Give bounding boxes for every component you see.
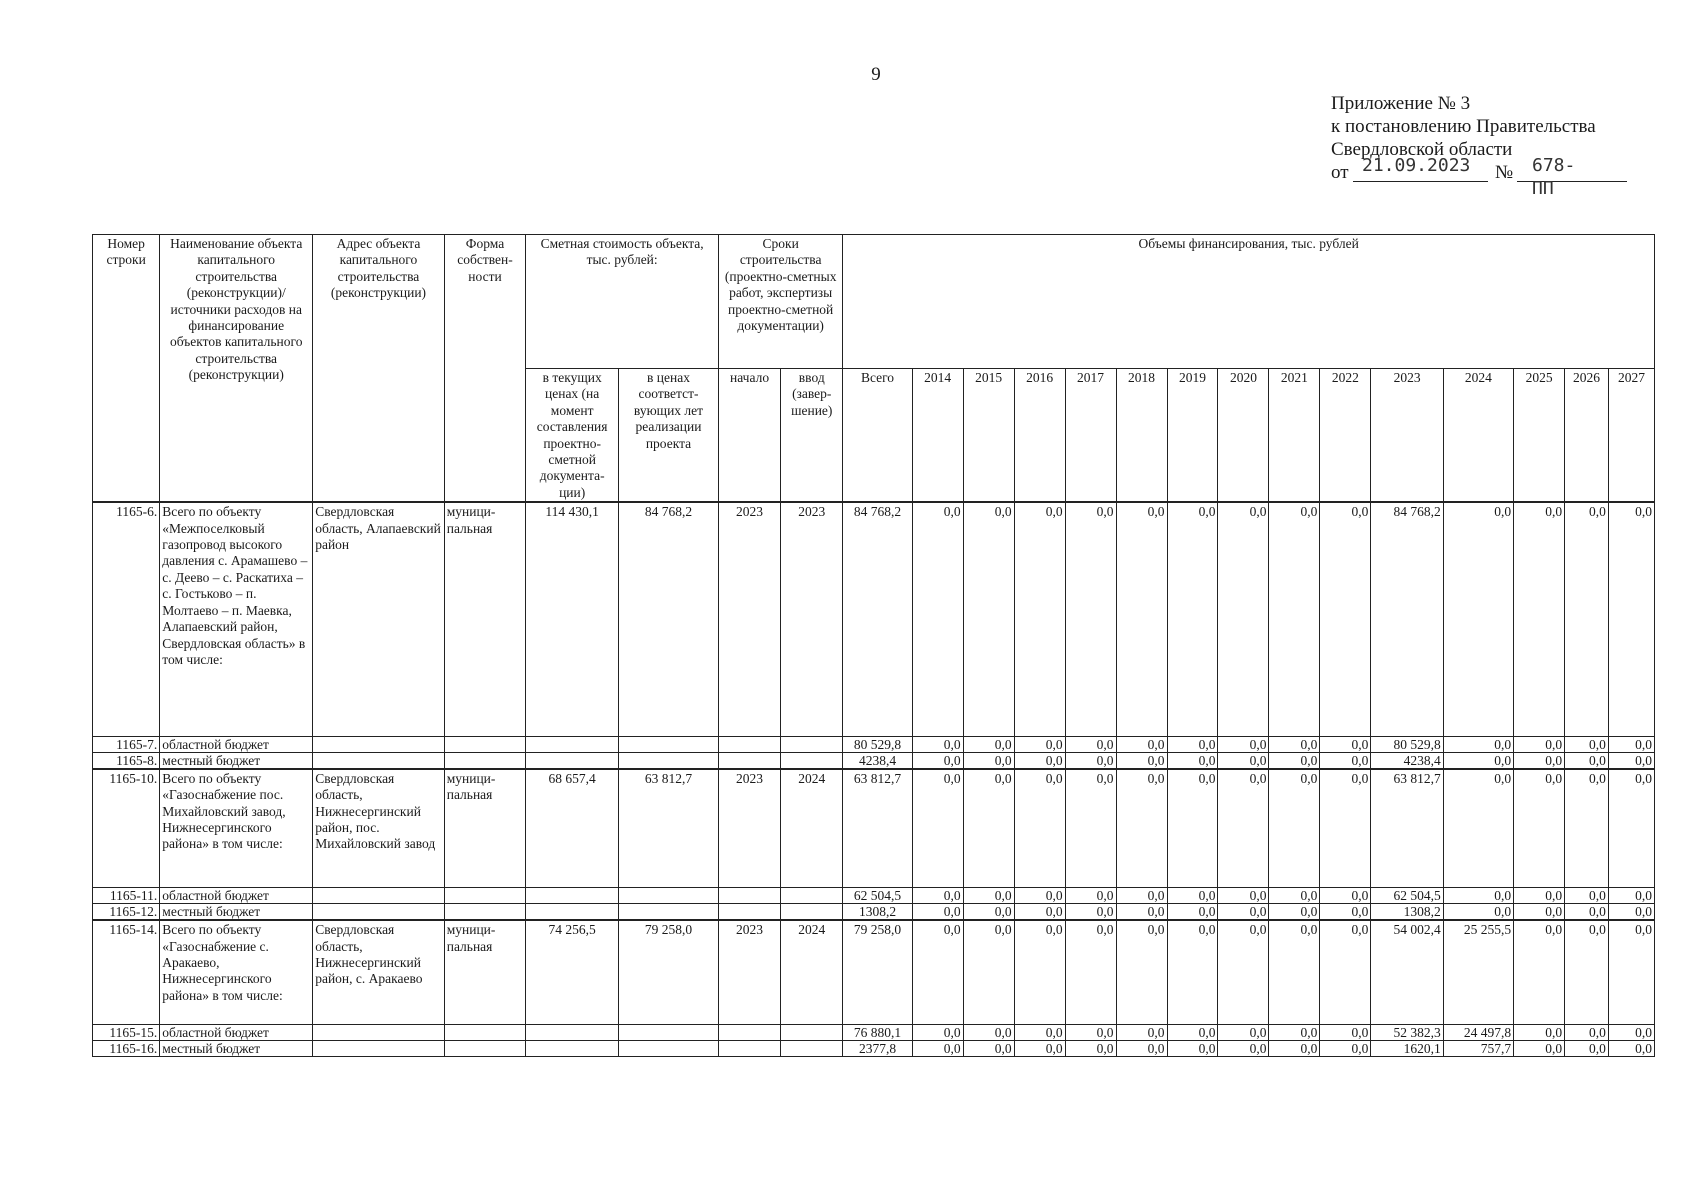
funding-year-2018: 0,0 (1116, 502, 1167, 736)
funding-total: 76 880,1 (843, 1024, 912, 1040)
funding-year-2014: 0,0 (912, 904, 963, 921)
budget-source-name: областной бюджет (160, 888, 313, 904)
funding-year-2025: 0,0 (1514, 920, 1565, 1024)
budget-source-row (93, 1024, 1655, 1040)
funding-year-2020: 0,0 (1218, 752, 1269, 769)
funding-year-2017: 0,0 (1065, 888, 1116, 904)
funding-year-2014: 0,0 (912, 502, 963, 736)
empty-cost-years (619, 1024, 719, 1040)
funding-year-2026: 0,0 (1565, 769, 1609, 888)
funding-year-2022: 0,0 (1320, 904, 1371, 921)
funding-year-2021: 0,0 (1269, 769, 1320, 888)
appendix-signature-line (1331, 155, 1596, 199)
budget-source-row (93, 736, 1655, 752)
funding-year-2019: 0,0 (1167, 752, 1218, 769)
funding-year-2023: 62 504,5 (1371, 888, 1443, 904)
object-row (93, 502, 1655, 736)
funding-year-2018: 0,0 (1116, 769, 1167, 888)
funding-year-2027: 0,0 (1608, 904, 1654, 921)
funding-year-2022: 0,0 (1320, 1024, 1371, 1040)
from-label: от (1331, 162, 1349, 183)
funding-year-2023: 1620,1 (1371, 1040, 1443, 1056)
empty-address (313, 736, 445, 752)
funding-year-2016: 0,0 (1014, 736, 1065, 752)
funding-year-2016: 0,0 (1014, 1040, 1065, 1056)
table-header (93, 235, 1655, 503)
empty-end (781, 888, 843, 904)
funding-total: 84 768,2 (843, 502, 912, 736)
funding-year-2026: 0,0 (1565, 752, 1609, 769)
header-terms: Сроки строительства (проектно-сметных работ, экспертизы проектно-сметной документации) (718, 235, 842, 369)
page-number: 9 (871, 64, 881, 85)
funding-year-2016: 0,0 (1014, 752, 1065, 769)
date-underline (1353, 181, 1488, 182)
empty-end (781, 1024, 843, 1040)
appendix-title: Приложение № 3 (1331, 93, 1471, 114)
empty-end (781, 752, 843, 769)
header-object-name: Наименование объекта капитального строительства (реконструкции)/ источники расходов на финансирование объектов капитального строительства (реконструкции) (160, 235, 313, 503)
header-estimated-cost: Сметная стоимость объекта, тыс. рублей: (526, 235, 719, 369)
funding-year-2017: 0,0 (1065, 769, 1116, 888)
funding-year-2020: 0,0 (1218, 920, 1269, 1024)
funding-year-2018: 0,0 (1116, 904, 1167, 921)
header-year-2019: 2019 (1167, 369, 1218, 503)
empty-ownership (444, 1024, 526, 1040)
funding-year-2025: 0,0 (1514, 502, 1565, 736)
ownership-form: муници-пальная (444, 502, 526, 736)
funding-year-2019: 0,0 (1167, 769, 1218, 888)
start-year: 2023 (718, 920, 780, 1024)
header-year-2025: 2025 (1514, 369, 1565, 503)
header-cost-years: в ценах соответст-вующих лет реализации проекта (619, 369, 719, 503)
funding-year-2021: 0,0 (1269, 1040, 1320, 1056)
header-funding: Объемы финансирования, тыс. рублей (843, 235, 1655, 369)
funding-year-2021: 0,0 (1269, 752, 1320, 769)
object-name: Всего по объекту «Межпоселковый газопровод высокого давления с. Арамашево – с. Деево – с. Раскатиха – с. Гостьково – п. Молтаево – п. Маевка, Алапаевский район, Свердловская область» в том числе: (160, 502, 313, 736)
funding-year-2022: 0,0 (1320, 769, 1371, 888)
header-ownership: Форма собствен-ности (444, 235, 526, 503)
funding-year-2026: 0,0 (1565, 888, 1609, 904)
budget-source-row (93, 888, 1655, 904)
empty-address (313, 1024, 445, 1040)
funding-year-2019: 0,0 (1167, 1024, 1218, 1040)
end-year: 2024 (781, 769, 843, 888)
empty-ownership (444, 752, 526, 769)
funding-table (92, 234, 1655, 1057)
resolution-number: 678-ПП (1532, 155, 1576, 199)
cost-project-years: 84 768,2 (619, 502, 719, 736)
funding-year-2022: 0,0 (1320, 1040, 1371, 1056)
funding-year-2024: 24 497,8 (1443, 1024, 1513, 1040)
object-name: Всего по объекту «Газоснабжение пос. Михайловский завод, Нижнесергинского района» в том числе: (160, 769, 313, 888)
table-body (93, 502, 1655, 1056)
header-total: Всего (843, 369, 912, 503)
empty-ownership (444, 904, 526, 921)
funding-year-2019: 0,0 (1167, 920, 1218, 1024)
funding-year-2025: 0,0 (1514, 1040, 1565, 1056)
funding-year-2016: 0,0 (1014, 920, 1065, 1024)
funding-year-2021: 0,0 (1269, 904, 1320, 921)
empty-address (313, 1040, 445, 1056)
funding-year-2016: 0,0 (1014, 502, 1065, 736)
funding-year-2025: 0,0 (1514, 736, 1565, 752)
header-address: Адрес объекта капитального строительства (реконструкции) (313, 235, 445, 503)
funding-year-2025: 0,0 (1514, 769, 1565, 888)
empty-end (781, 904, 843, 921)
empty-cost-years (619, 888, 719, 904)
funding-total: 80 529,8 (843, 736, 912, 752)
empty-start (718, 888, 780, 904)
empty-ownership (444, 1040, 526, 1056)
funding-year-2018: 0,0 (1116, 736, 1167, 752)
funding-year-2019: 0,0 (1167, 904, 1218, 921)
funding-year-2024: 0,0 (1443, 502, 1513, 736)
funding-year-2020: 0,0 (1218, 502, 1269, 736)
funding-year-2014: 0,0 (912, 888, 963, 904)
row-number: 1165-16. (93, 1040, 160, 1056)
funding-year-2024: 25 255,5 (1443, 920, 1513, 1024)
budget-source-row (93, 752, 1655, 769)
funding-year-2024: 0,0 (1443, 752, 1513, 769)
cost-project-years: 63 812,7 (619, 769, 719, 888)
funding-year-2021: 0,0 (1269, 920, 1320, 1024)
funding-year-2020: 0,0 (1218, 904, 1269, 921)
funding-year-2020: 0,0 (1218, 769, 1269, 888)
funding-total: 2377,8 (843, 1040, 912, 1056)
budget-source-row (93, 1040, 1655, 1056)
start-year: 2023 (718, 769, 780, 888)
header-year-2014: 2014 (912, 369, 963, 503)
funding-year-2019: 0,0 (1167, 736, 1218, 752)
cost-current-prices: 114 430,1 (526, 502, 619, 736)
cost-project-years: 79 258,0 (619, 920, 719, 1024)
funding-year-2020: 0,0 (1218, 736, 1269, 752)
funding-year-2026: 0,0 (1565, 736, 1609, 752)
funding-year-2022: 0,0 (1320, 920, 1371, 1024)
empty-address (313, 904, 445, 921)
budget-source-name: местный бюджет (160, 752, 313, 769)
funding-year-2017: 0,0 (1065, 920, 1116, 1024)
funding-year-2015: 0,0 (963, 920, 1014, 1024)
budget-source-name: областной бюджет (160, 736, 313, 752)
funding-year-2015: 0,0 (963, 736, 1014, 752)
funding-year-2021: 0,0 (1269, 888, 1320, 904)
empty-address (313, 752, 445, 769)
funding-year-2027: 0,0 (1608, 1024, 1654, 1040)
object-row (93, 920, 1655, 1024)
funding-year-2024: 0,0 (1443, 736, 1513, 752)
funding-year-2019: 0,0 (1167, 888, 1218, 904)
object-address: Свердловская область, Алапаевский район (313, 502, 445, 736)
appendix-region: Свердловской области (1331, 139, 1513, 160)
row-number: 1165-15. (93, 1024, 160, 1040)
funding-year-2015: 0,0 (963, 904, 1014, 921)
header-year-2016: 2016 (1014, 369, 1065, 503)
funding-year-2015: 0,0 (963, 888, 1014, 904)
header-start: начало (718, 369, 780, 503)
row-number: 1165-8. (93, 752, 160, 769)
end-year: 2023 (781, 502, 843, 736)
funding-year-2020: 0,0 (1218, 1024, 1269, 1040)
funding-year-2014: 0,0 (912, 920, 963, 1024)
funding-year-2016: 0,0 (1014, 904, 1065, 921)
header-end: ввод (завер-шение) (781, 369, 843, 503)
funding-year-2022: 0,0 (1320, 752, 1371, 769)
header-year-2023: 2023 (1371, 369, 1443, 503)
header-cost-current: в текущих ценах (на момент составления проектно-сметной документа-ции) (526, 369, 619, 503)
funding-year-2023: 84 768,2 (1371, 502, 1443, 736)
funding-year-2027: 0,0 (1608, 920, 1654, 1024)
funding-year-2023: 80 529,8 (1371, 736, 1443, 752)
ownership-form: муници-пальная (444, 920, 526, 1024)
empty-cost-current (526, 1040, 619, 1056)
row-number: 1165-10. (93, 769, 160, 888)
empty-start (718, 752, 780, 769)
header-year-2021: 2021 (1269, 369, 1320, 503)
funding-year-2022: 0,0 (1320, 736, 1371, 752)
budget-source-name: областной бюджет (160, 1024, 313, 1040)
header-year-2024: 2024 (1443, 369, 1513, 503)
funding-year-2025: 0,0 (1514, 752, 1565, 769)
funding-year-2027: 0,0 (1608, 1040, 1654, 1056)
empty-cost-years (619, 736, 719, 752)
funding-year-2025: 0,0 (1514, 1024, 1565, 1040)
funding-year-2018: 0,0 (1116, 1040, 1167, 1056)
funding-year-2023: 4238,4 (1371, 752, 1443, 769)
funding-total: 4238,4 (843, 752, 912, 769)
budget-source-name: местный бюджет (160, 904, 313, 921)
empty-address (313, 888, 445, 904)
empty-cost-current (526, 888, 619, 904)
appendix-resolution: к постановлению Правительства (1331, 116, 1596, 137)
empty-end (781, 1040, 843, 1056)
funding-year-2024: 757,7 (1443, 1040, 1513, 1056)
funding-year-2024: 0,0 (1443, 888, 1513, 904)
funding-year-2027: 0,0 (1608, 752, 1654, 769)
row-number: 1165-12. (93, 904, 160, 921)
empty-cost-current (526, 752, 619, 769)
funding-year-2026: 0,0 (1565, 920, 1609, 1024)
funding-year-2023: 54 002,4 (1371, 920, 1443, 1024)
object-address: Свердловская область, Нижнесергинский район, с. Аракаево (313, 920, 445, 1024)
funding-year-2024: 0,0 (1443, 904, 1513, 921)
funding-year-2015: 0,0 (963, 769, 1014, 888)
funding-year-2020: 0,0 (1218, 888, 1269, 904)
header-year-2018: 2018 (1116, 369, 1167, 503)
funding-year-2016: 0,0 (1014, 1024, 1065, 1040)
funding-year-2023: 1308,2 (1371, 904, 1443, 921)
empty-start (718, 904, 780, 921)
empty-ownership (444, 888, 526, 904)
empty-cost-years (619, 752, 719, 769)
header-year-2026: 2026 (1565, 369, 1609, 503)
funding-year-2022: 0,0 (1320, 502, 1371, 736)
budget-source-name: местный бюджет (160, 1040, 313, 1056)
funding-year-2021: 0,0 (1269, 1024, 1320, 1040)
empty-cost-current (526, 904, 619, 921)
funding-year-2017: 0,0 (1065, 1024, 1116, 1040)
funding-year-2015: 0,0 (963, 1040, 1014, 1056)
funding-total: 63 812,7 (843, 769, 912, 888)
funding-year-2018: 0,0 (1116, 888, 1167, 904)
funding-year-2027: 0,0 (1608, 736, 1654, 752)
funding-year-2018: 0,0 (1116, 752, 1167, 769)
funding-year-2017: 0,0 (1065, 736, 1116, 752)
funding-year-2021: 0,0 (1269, 502, 1320, 736)
empty-start (718, 736, 780, 752)
funding-year-2024: 0,0 (1443, 769, 1513, 888)
empty-cost-current (526, 736, 619, 752)
funding-total: 79 258,0 (843, 920, 912, 1024)
row-number: 1165-7. (93, 736, 160, 752)
empty-start (718, 1040, 780, 1056)
empty-cost-years (619, 904, 719, 921)
funding-year-2021: 0,0 (1269, 736, 1320, 752)
row-number: 1165-14. (93, 920, 160, 1024)
object-address: Свердловская область, Нижнесергинский район, пос. Михайловский завод (313, 769, 445, 888)
funding-year-2020: 0,0 (1218, 1040, 1269, 1056)
number-label: № (1495, 162, 1514, 183)
funding-total: 62 504,5 (843, 888, 912, 904)
funding-year-2014: 0,0 (912, 736, 963, 752)
cost-current-prices: 74 256,5 (526, 920, 619, 1024)
funding-year-2026: 0,0 (1565, 1024, 1609, 1040)
funding-year-2027: 0,0 (1608, 769, 1654, 888)
funding-year-2027: 0,0 (1608, 502, 1654, 736)
funding-total: 1308,2 (843, 904, 912, 921)
start-year: 2023 (718, 502, 780, 736)
funding-year-2023: 52 382,3 (1371, 1024, 1443, 1040)
funding-year-2019: 0,0 (1167, 502, 1218, 736)
ownership-form: муници-пальная (444, 769, 526, 888)
funding-year-2016: 0,0 (1014, 769, 1065, 888)
funding-year-2014: 0,0 (912, 769, 963, 888)
empty-cost-years (619, 1040, 719, 1056)
header-year-2020: 2020 (1218, 369, 1269, 503)
funding-year-2015: 0,0 (963, 752, 1014, 769)
funding-year-2014: 0,0 (912, 1024, 963, 1040)
funding-year-2022: 0,0 (1320, 888, 1371, 904)
funding-year-2017: 0,0 (1065, 1040, 1116, 1056)
header-year-2015: 2015 (963, 369, 1014, 503)
funding-year-2026: 0,0 (1565, 502, 1609, 736)
row-number: 1165-6. (93, 502, 160, 736)
funding-year-2018: 0,0 (1116, 1024, 1167, 1040)
empty-start (718, 1024, 780, 1040)
end-year: 2024 (781, 920, 843, 1024)
appendix-block (1331, 92, 1596, 199)
header-row-number: Номер строки (93, 235, 160, 503)
funding-year-2023: 63 812,7 (1371, 769, 1443, 888)
funding-year-2025: 0,0 (1514, 904, 1565, 921)
header-year-2027: 2027 (1608, 369, 1654, 503)
funding-year-2026: 0,0 (1565, 904, 1609, 921)
empty-end (781, 736, 843, 752)
budget-source-row (93, 904, 1655, 921)
cost-current-prices: 68 657,4 (526, 769, 619, 888)
object-name: Всего по объекту «Газоснабжение с. Аракаево, Нижнесергинского района» в том числе: (160, 920, 313, 1024)
header-year-2017: 2017 (1065, 369, 1116, 503)
funding-year-2026: 0,0 (1565, 1040, 1609, 1056)
funding-year-2014: 0,0 (912, 1040, 963, 1056)
empty-cost-current (526, 1024, 619, 1040)
funding-year-2025: 0,0 (1514, 888, 1565, 904)
funding-year-2015: 0,0 (963, 1024, 1014, 1040)
funding-year-2014: 0,0 (912, 752, 963, 769)
resolution-date: 21.09.2023 (1362, 155, 1471, 176)
row-number: 1165-11. (93, 888, 160, 904)
funding-year-2027: 0,0 (1608, 888, 1654, 904)
funding-year-2017: 0,0 (1065, 904, 1116, 921)
empty-ownership (444, 736, 526, 752)
funding-year-2019: 0,0 (1167, 1040, 1218, 1056)
funding-year-2015: 0,0 (963, 502, 1014, 736)
header-year-2022: 2022 (1320, 369, 1371, 503)
object-row (93, 769, 1655, 888)
funding-year-2017: 0,0 (1065, 752, 1116, 769)
funding-year-2017: 0,0 (1065, 502, 1116, 736)
funding-year-2016: 0,0 (1014, 888, 1065, 904)
funding-year-2018: 0,0 (1116, 920, 1167, 1024)
